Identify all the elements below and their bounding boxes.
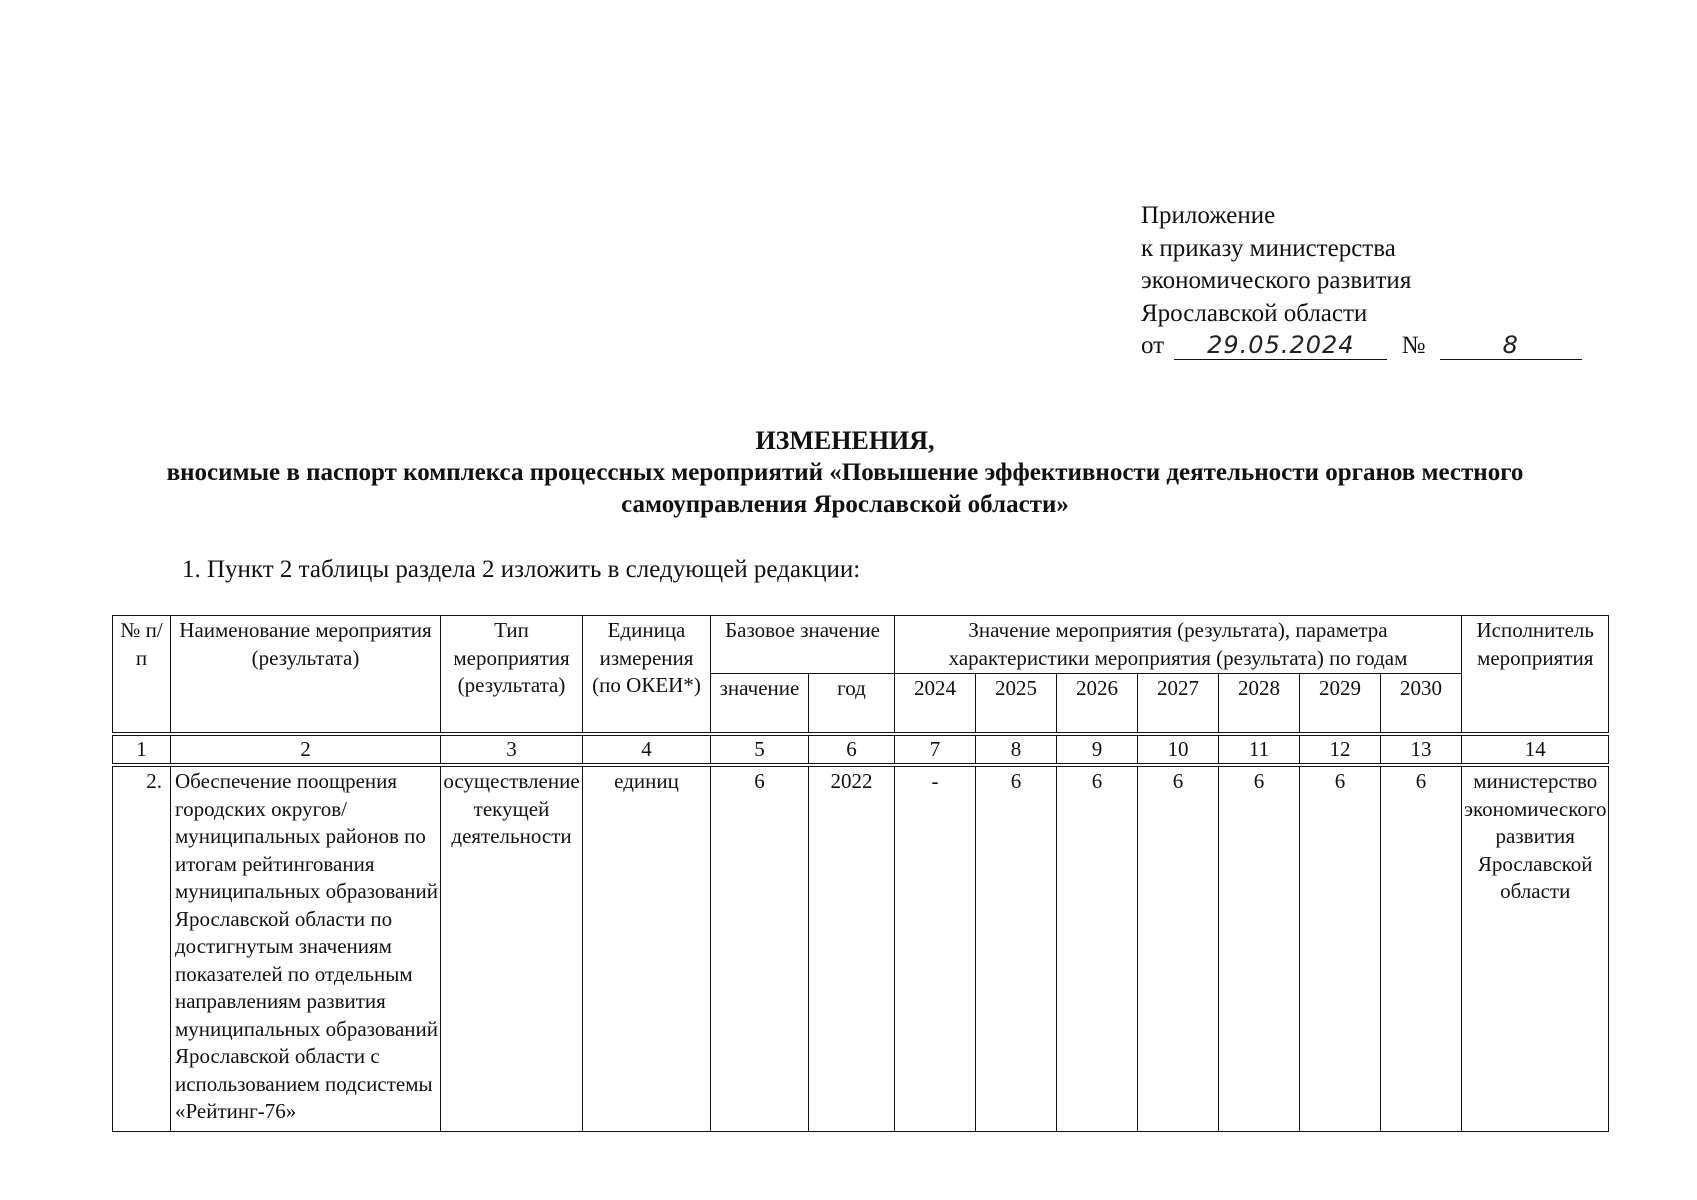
row-value: 6 bbox=[1219, 765, 1300, 1132]
title-main: ИЗМЕНЕНИЯ, bbox=[755, 426, 935, 455]
column-number: 1 bbox=[113, 734, 171, 765]
column-number: 12 bbox=[1300, 734, 1381, 765]
measures-table bbox=[112, 615, 1609, 1132]
row-base-year: 2022 bbox=[809, 765, 895, 1132]
appendix-line-2: к приказу министерства bbox=[1141, 234, 1396, 262]
column-number: 13 bbox=[1381, 734, 1462, 765]
column-number-row bbox=[113, 734, 1609, 765]
document-title bbox=[110, 425, 1580, 521]
header-year: 2025 bbox=[976, 674, 1057, 735]
handwritten-number: 8 bbox=[1440, 331, 1582, 360]
row-unit: единиц bbox=[583, 765, 711, 1132]
column-number: 2 bbox=[171, 734, 441, 765]
number-label: № bbox=[1401, 332, 1426, 359]
appendix-line-3: экономического развития bbox=[1141, 267, 1412, 294]
appendix-date-line bbox=[1141, 330, 1582, 363]
column-number: 9 bbox=[1057, 734, 1138, 765]
column-number: 10 bbox=[1138, 734, 1219, 765]
header-values: Значение мероприятия (результата), параметра характеристики мероприятия (результата) по годам bbox=[895, 616, 1462, 674]
row-value: - bbox=[895, 765, 976, 1132]
header-base-year: год bbox=[809, 674, 895, 735]
appendix-line-1: Приложение bbox=[1141, 202, 1276, 229]
column-number: 11 bbox=[1219, 734, 1300, 765]
row-base-value: 6 bbox=[711, 765, 809, 1132]
column-number: 4 bbox=[583, 734, 711, 765]
row-type: осуществление текущей деятельности bbox=[441, 765, 583, 1132]
title-subtitle: вносимые в паспорт комплекса процессных мероприятий «Повышение эффективности деятельности органов местного самоуправления Ярославской области» bbox=[166, 459, 1524, 518]
row-value: 6 bbox=[1057, 765, 1138, 1132]
column-number: 6 bbox=[809, 734, 895, 765]
header-num: № п/п bbox=[113, 616, 171, 735]
header-row-1 bbox=[113, 616, 1609, 674]
header-year: 2024 bbox=[895, 674, 976, 735]
header-type: Тип мероприятия (результата) bbox=[441, 616, 583, 735]
appendix-block bbox=[1141, 200, 1582, 363]
header-year: 2027 bbox=[1138, 674, 1219, 735]
column-number: 7 bbox=[895, 734, 976, 765]
header-base: Базовое значение bbox=[711, 616, 895, 674]
header-year: 2028 bbox=[1219, 674, 1300, 735]
column-number: 3 bbox=[441, 734, 583, 765]
instruction-paragraph: 1. Пункт 2 таблицы раздела 2 изложить в следующей редакции: bbox=[182, 556, 861, 583]
header-year: 2029 bbox=[1300, 674, 1381, 735]
column-number: 5 bbox=[711, 734, 809, 765]
header-base-value: значение bbox=[711, 674, 809, 735]
header-unit: Единица измерения (по ОКЕИ*) bbox=[583, 616, 711, 735]
row-value: 6 bbox=[1300, 765, 1381, 1132]
header-name: Наименование мероприятия (результата) bbox=[171, 616, 441, 735]
row-num: 2. bbox=[113, 765, 171, 1132]
header-year: 2026 bbox=[1057, 674, 1138, 735]
row-value: 6 bbox=[976, 765, 1057, 1132]
handwritten-date: 29.05.2024 bbox=[1174, 331, 1387, 360]
appendix-line-4: Ярославской области bbox=[1141, 299, 1368, 327]
row-executor: министерство экономического развития Ярославской области bbox=[1462, 765, 1609, 1132]
header-year: 2030 bbox=[1381, 674, 1462, 735]
from-label: от bbox=[1141, 332, 1165, 359]
table-row bbox=[113, 765, 1609, 1132]
row-name: Обеспечение поощрения городских округов/ муниципальных районов по итогам рейтингования муниципальных образований Ярославской области по достигнутым значениям показателей по отдельным направлениям развития муниципальных образований Ярославской области с использованием подсистемы «Рейтинг-76» bbox=[171, 765, 441, 1132]
row-value: 6 bbox=[1138, 765, 1219, 1132]
row-value: 6 bbox=[1381, 765, 1462, 1132]
column-number: 8 bbox=[976, 734, 1057, 765]
column-number: 14 bbox=[1462, 734, 1609, 765]
header-executor: Исполнитель мероприятия bbox=[1462, 616, 1609, 735]
